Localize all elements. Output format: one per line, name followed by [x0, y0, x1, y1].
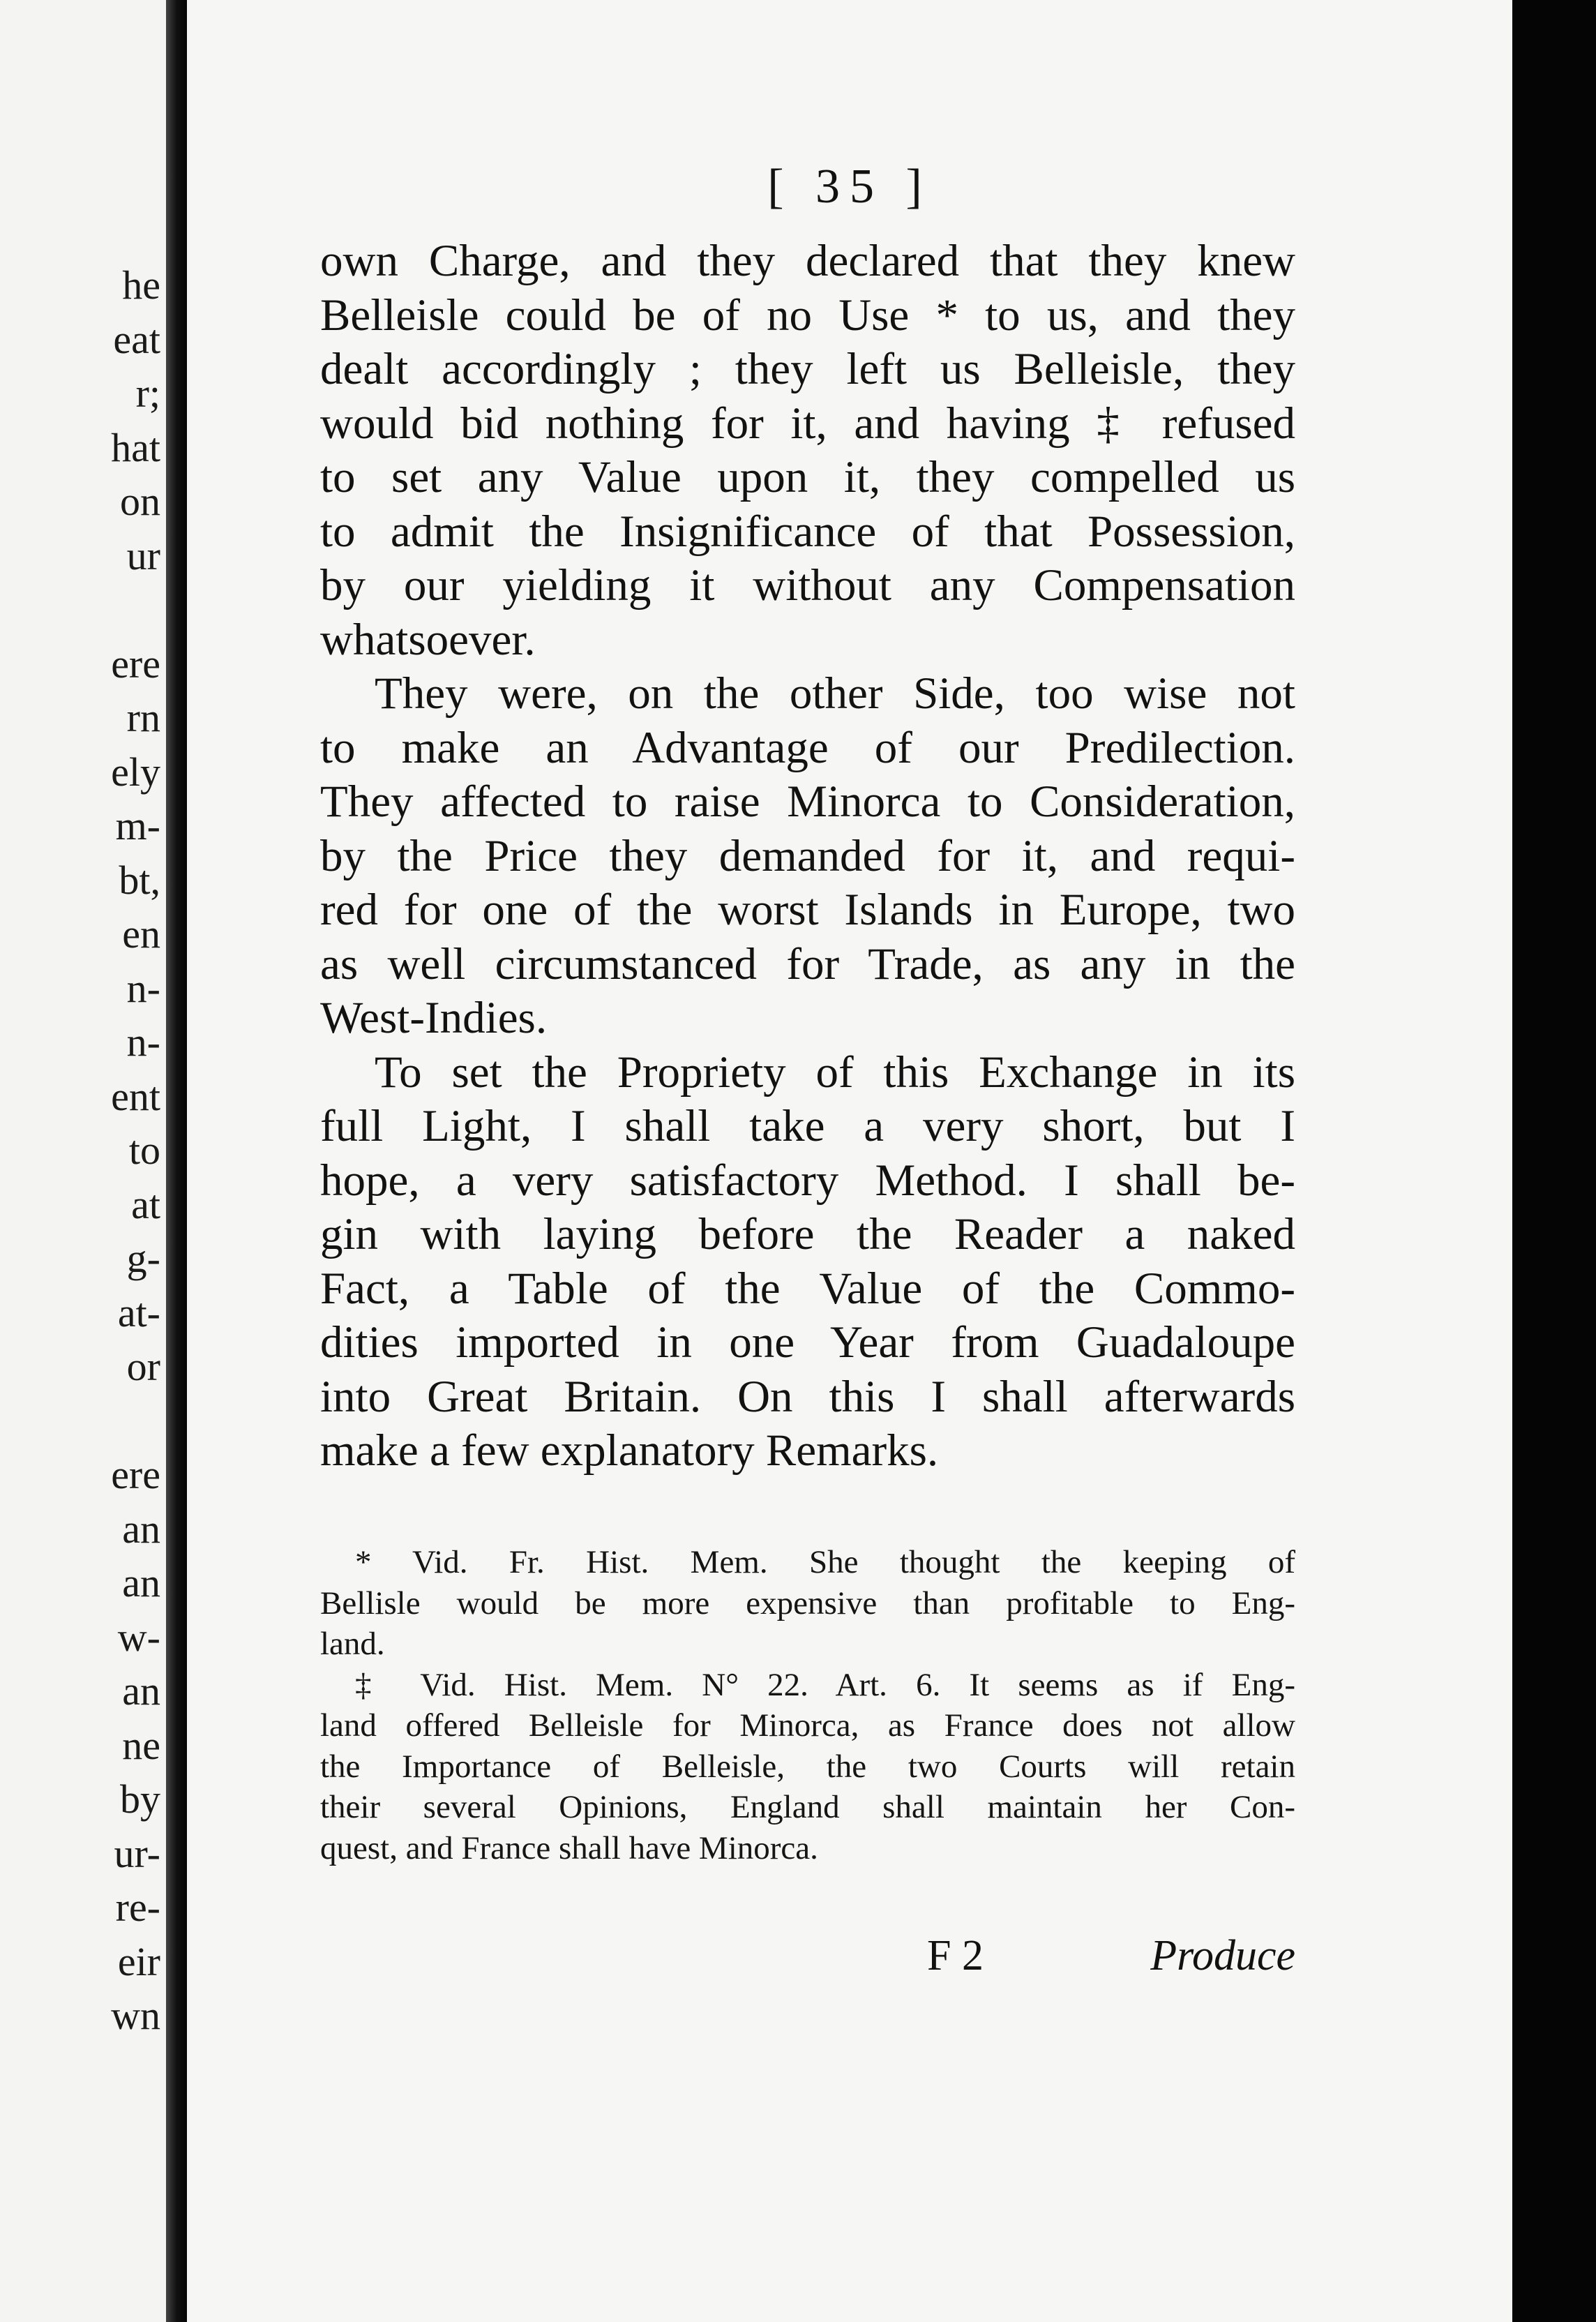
facing-page-fragment: at [131, 1181, 160, 1227]
text-line: West-Indies. [320, 993, 548, 1043]
facing-page-fragment: ere [111, 641, 160, 687]
catchword: Produce [1150, 1932, 1295, 1979]
facing-page-edge [0, 0, 166, 2322]
facing-page-fragment: w- [117, 1614, 160, 1660]
text-line: dealt accordingly ; they left us Belleisle, they [320, 344, 1295, 394]
facing-page-fragment: an [122, 1560, 160, 1605]
page-number: [ 35 ] [767, 160, 932, 214]
text-line: by our yielding it without any Compensation [320, 560, 1295, 611]
text-line: own Charge, and they declared that they knew [320, 236, 1295, 286]
text-line: by the Price they demanded for it, and requi- [320, 830, 1295, 881]
facing-page-fragment: ur [126, 532, 160, 578]
page-footer [320, 1931, 1295, 1987]
footnote-line: ‡ Vid. Hist. Mem. N° 22. Art. 6. It seems as if Eng- [355, 1666, 1295, 1703]
footnote-line: land offered Belleisle for Minorca, as France does not allow [320, 1707, 1295, 1744]
facing-page-fragment: an [122, 1668, 160, 1714]
facing-page-fragment: re- [115, 1885, 160, 1930]
facing-page-fragment: r; [135, 370, 160, 416]
facing-page-fragment: ent [111, 1073, 160, 1119]
footnotes [320, 1542, 1295, 1868]
text-line: To set the Propriety of this Exchange in its [375, 1047, 1295, 1098]
facing-page-fragment: at- [117, 1289, 160, 1335]
facing-page-fragment: ur- [114, 1830, 160, 1876]
text-line: to make an Advantage of our Predilection. [320, 722, 1295, 773]
facing-page-fragment: bt, [119, 857, 160, 903]
facing-page-fragment: or [126, 1344, 160, 1389]
footnote-line: quest, and France shall have Minorca. [320, 1829, 818, 1866]
facing-page-fragment: g- [126, 1236, 160, 1281]
footnote-line: Bellisle would be more expensive than profitable to Eng- [320, 1585, 1295, 1621]
facing-page-fragment: eat [113, 316, 160, 362]
body-text [320, 234, 1295, 1478]
text-line: gin with laying before the Reader a naked [320, 1209, 1295, 1259]
text-line: Belleisle could be of no Use * to us, and they [320, 290, 1295, 340]
text-line: Fact, a Table of the Value of the Commo- [320, 1263, 1295, 1314]
book-page [187, 0, 1512, 2322]
text-line: make a few explanatory Remarks. [320, 1425, 939, 1476]
facing-page-fragment: n- [126, 965, 160, 1011]
text-line: hope, a very satisfactory Method. I shall be- [320, 1155, 1295, 1206]
text-line: whatsoever. [320, 614, 536, 665]
facing-page-fragment: n- [126, 1019, 160, 1065]
facing-page-fragment: rn [126, 695, 160, 740]
text-line: They affected to raise Minorca to Consideration, [320, 777, 1295, 827]
facing-page-fragment: to [128, 1128, 160, 1173]
facing-page-fragment [111, 583, 160, 637]
footnote-line: * Vid. Fr. Hist. Mem. She thought the keeping of [355, 1544, 1295, 1580]
footnote-line: their several Opinions, England shall maintain her Con- [320, 1789, 1295, 1825]
text-line: would bid nothing for it, and having ‡ refused [320, 398, 1295, 449]
facing-page-fragment: en [122, 911, 160, 957]
signature-mark: F 2 [927, 1932, 984, 1979]
text-line: as well circumstanced for Trade, as any in the [320, 938, 1295, 989]
text-line: to set any Value upon it, they compelled us [320, 452, 1295, 502]
book-gutter [166, 0, 187, 2322]
facing-page-fragment: wn [111, 1993, 160, 2038]
facing-page-text-fragments [111, 258, 160, 2043]
facing-page-fragment: ne [122, 1722, 160, 1768]
facing-page-fragment: on [120, 479, 160, 524]
facing-page-fragment: ere [111, 1452, 160, 1497]
text-line: red for one of the worst Islands in Europe, two [320, 885, 1295, 935]
facing-page-fragment: he [122, 262, 160, 308]
facing-page-fragment [111, 1394, 160, 1448]
scan-border [1512, 0, 1596, 2322]
text-line: into Great Britain. On this I shall afterwards [320, 1371, 1295, 1422]
text-line: They were, on the other Side, too wise not [375, 668, 1295, 719]
text-line: full Light, I shall take a very short, but I [320, 1101, 1295, 1151]
facing-page-fragment: hat [111, 424, 160, 470]
facing-page-fragment: by [120, 1776, 160, 1822]
facing-page-fragment: m- [115, 803, 160, 848]
footnote-line: the Importance of Belleisle, the two Courts will retain [320, 1748, 1295, 1785]
footnote-line: land. [320, 1626, 385, 1662]
text-line: to admit the Insignificance of that Possession, [320, 506, 1295, 557]
facing-page-fragment: eir [117, 1938, 160, 1984]
facing-page-fragment: ely [111, 749, 160, 795]
facing-page-fragment: an [122, 1506, 160, 1552]
text-line: dities imported in one Year from Guadaloupe [320, 1317, 1295, 1368]
